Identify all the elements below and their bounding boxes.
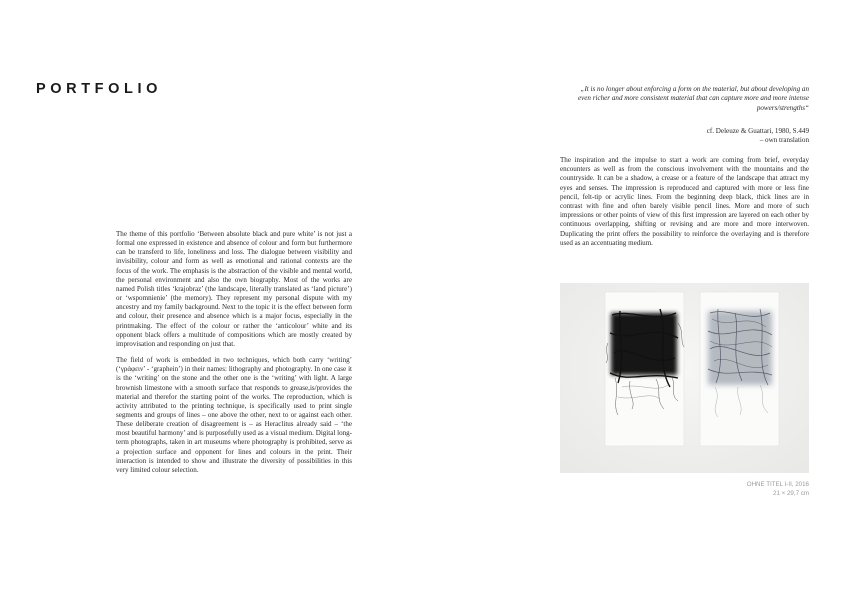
artwork-photo-image	[560, 283, 809, 473]
photo-caption-size: 21 × 29,7 cm	[773, 489, 809, 497]
statement-paragraph-1: The theme of this portfolio ‘Between absolute black and pure white’ is not just a formal one expressed in existence and absence of colour and form but furthermore can be transferd to life, loneliness and loss. The dialogue between visibility and invisibility, colour and form as well as emotional and rational contexts are the focus of the work. The emphasis is the abstraction of the visible and mental world, the personal environment and also the own biography. Most of the works are named Polish titles ‘krajobraz’ (the landscape, literally translated as ‘land picture’) or ‘wspomnienie’ (the memory). They represent my personal dispute with my ancestry and my family background. Next to the topic it is the effect between form and colour, their presence and absence which is a major focus, especially in the printmaking. The effect of the colour or rather the ‘anticolour’ white and its opponent black offers a multitude of compositions which are mostly created by improvisation and responding on just that.	[116, 230, 352, 348]
epigraph-quote: „It is no longer about enforcing a form on the material, but about developing an even richer and more consistent material that can capture more and more intense powers/strengths“	[577, 85, 809, 112]
photo-caption-title: OHNE TITEL I-II, 2016	[746, 481, 809, 488]
artwork-photo	[560, 283, 809, 473]
right-page	[423, 0, 845, 600]
inspiration-paragraph: The inspiration and the impulse to start a work are coming from brief, everyday encounters as well as from the conscious involvement with the mountains and the countryside. It can be a shadow, a crease or a feature of the landscape that attract my eyes and senses. The impression is reproduced and captured with more or less fine pencil, felt-tip or acrylic lines. From the beginning deep black, thick lines are in contrast with fine and often barely visible pencil lines. More and more of such impressions or other points of view of this first impression are layered on each other by continuous overlapping, shifting or revising and are more and more interwoven. Duplicating the print offers the possibility to reinforce the overlaying and is therefore used as an accentuating medium.	[560, 156, 809, 247]
photo-caption	[623, 481, 809, 498]
quote-citation	[643, 127, 809, 146]
statement-text	[116, 230, 352, 482]
left-page	[0, 0, 422, 600]
artwork-sheet-left	[605, 292, 684, 446]
artwork-sheet-right	[700, 292, 779, 446]
citation-note: – own translation	[759, 136, 809, 145]
statement-paragraph-2: The field of work is embedded in two techniques, which both carry ‘writing’ (‘γράφειν’ - ‘graphein’) in their names: lithography and photography. In one case it is the ‘writing’ on the stone and the other one is the ‘writing’ with light. A large brownish limestone with a smooth surface that responds to grease,is/provides the material and therefor the starting point of the works. The reproduction, which is activity attributed to the printing technique, is specifically used to print single segments and groups of lines – one above the other, next to or against each other. These deliberate creation of disagreement is – as Heraclitus already said – ‘the most beautiful harmony’ and is purposefully used as a visual medium. Digital long-term photographs, taken in art museums where photography is prohibited, serve as a projection surface and opponent for lines and colours in the print. Their interaction is intended to show and illustrate the diversity of possibilities in this very limited colour selection.	[116, 356, 352, 474]
citation-source: cf. Deleuze & Guattari, 1980, S.449	[706, 127, 809, 135]
portfolio-title: PORTFOLIO	[36, 81, 162, 97]
